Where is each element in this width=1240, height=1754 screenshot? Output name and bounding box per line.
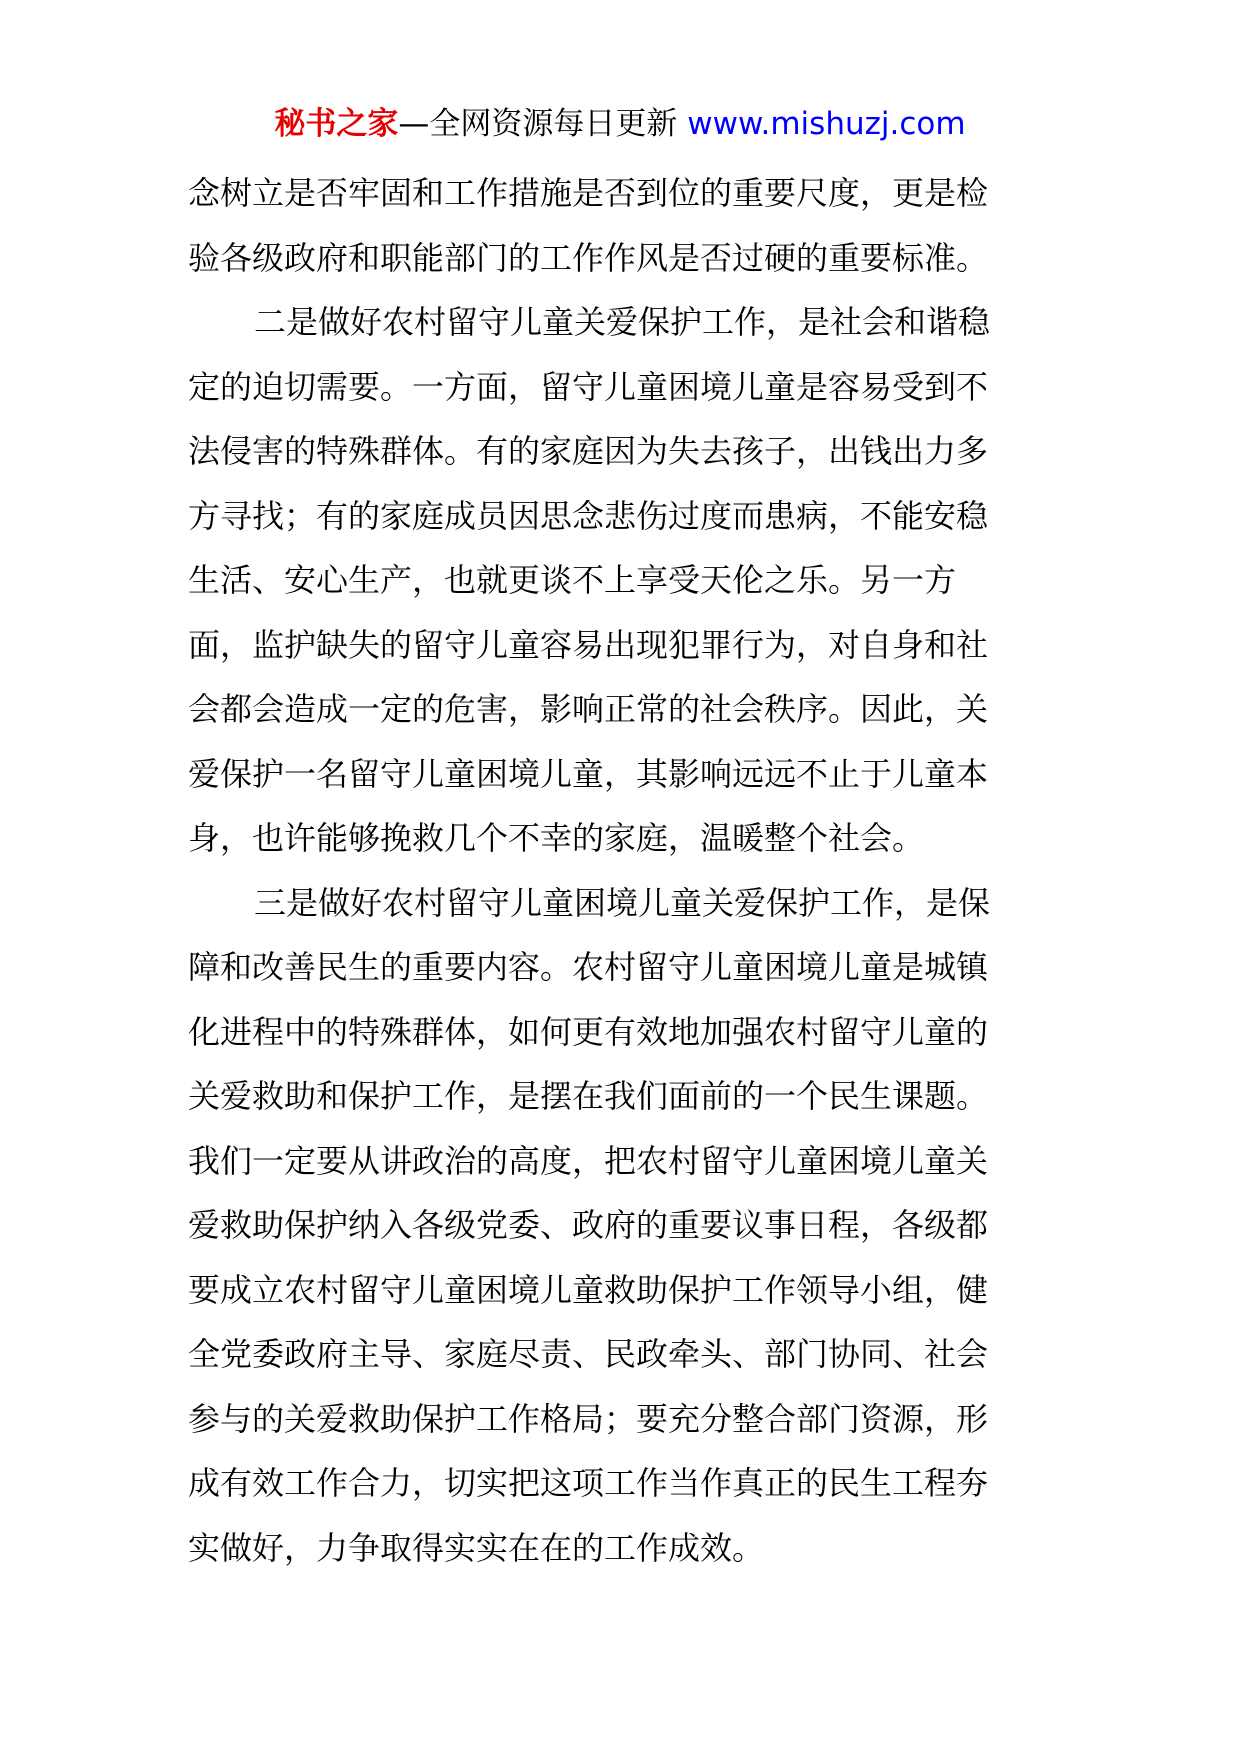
body-line: 我们一定要从讲政治的高度，把农村留守儿童困境儿童关 bbox=[188, 1141, 989, 1180]
body-line: 障和改善民生的重要内容。农村留守儿童困境儿童是城镇 bbox=[188, 948, 989, 986]
site-header bbox=[0, 104, 1240, 144]
body-line: 实做好，力争取得实实在在的工作成效。 bbox=[188, 1528, 765, 1567]
body-line: 爱救助保护纳入各级党委、政府的重要议事日程，各级都 bbox=[188, 1206, 989, 1244]
body-line: 化进程中的特殊群体，如何更有效地加强农村留守儿童的 bbox=[188, 1012, 989, 1051]
site-url-link[interactable]: www.mishuzj.com bbox=[687, 106, 966, 142]
body-line: 法侵害的特殊群体。有的家庭因为失去孩子，出钱出力多 bbox=[188, 432, 989, 470]
paragraph-start-line: 二是做好农村留守儿童关爱保护工作，是社会和谐稳 bbox=[254, 303, 991, 341]
document-body bbox=[188, 161, 1023, 1580]
body-line: 爱保护一名留守儿童困境儿童，其影响远远不止于儿童本 bbox=[188, 754, 989, 793]
header-tagline: —全网资源每日更新 bbox=[398, 106, 688, 142]
body-line: 成有效工作合力，切实把这项工作当作真正的民生工程夯 bbox=[188, 1464, 989, 1502]
body-line: 参与的关爱救助保护工作格局；要充分整合部门资源，形 bbox=[188, 1399, 989, 1438]
body-line: 全党委政府主导、家庭尽责、民政牵头、部门协同、社会 bbox=[188, 1335, 989, 1373]
body-line: 生活、安心生产，也就更谈不上享受天伦之乐。另一方 bbox=[188, 561, 957, 599]
body-line: 身，也许能够挽救几个不幸的家庭，温暖整个社会。 bbox=[188, 819, 925, 857]
paragraph-start-line: 三是做好农村留守儿童困境儿童关爱保护工作，是保 bbox=[254, 883, 991, 922]
body-line: 面，监护缺失的留守儿童容易出现犯罪行为，对自身和社 bbox=[188, 625, 989, 664]
body-line: 要成立农村留守儿童困境儿童救助保护工作领导小组，健 bbox=[188, 1270, 989, 1309]
body-line: 念树立是否牢固和工作措施是否到位的重要尺度，更是检 bbox=[188, 174, 989, 212]
body-line: 方寻找；有的家庭成员因思念悲伤过度而患病，不能安稳 bbox=[188, 496, 989, 535]
body-line: 验各级政府和职能部门的工作作风是否过硬的重要标准。 bbox=[188, 238, 989, 277]
body-line: 关爱救助和保护工作，是摆在我们面前的一个民生课题。 bbox=[188, 1077, 989, 1115]
brand-name: 秘书之家 bbox=[274, 106, 399, 142]
body-line: 会都会造成一定的危害，影响正常的社会秩序。因此，关 bbox=[188, 690, 989, 728]
body-line: 定的迫切需要。一方面，留守儿童困境儿童是容易受到不 bbox=[188, 367, 989, 406]
